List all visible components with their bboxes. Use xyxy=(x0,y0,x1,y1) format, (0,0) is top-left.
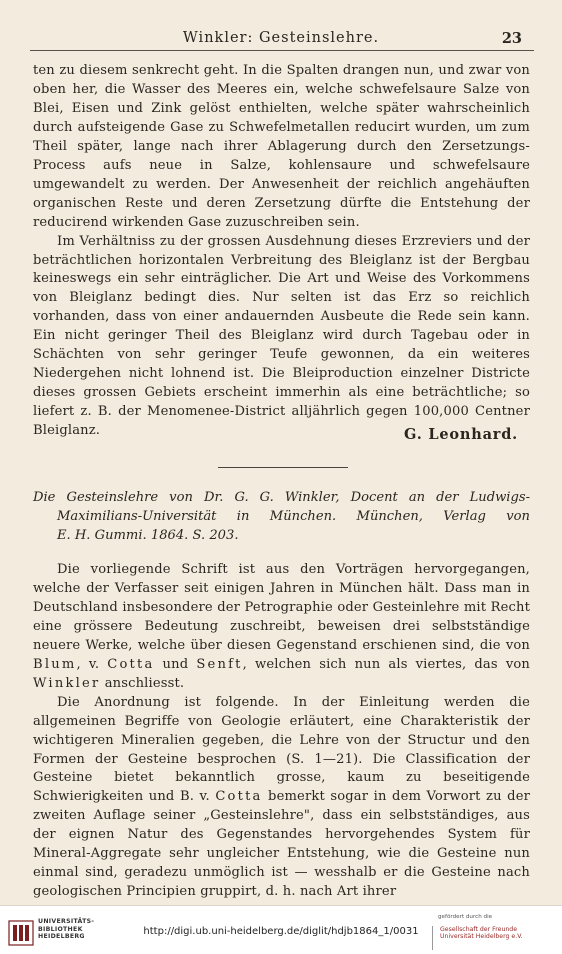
review-heading-line: E. H. Gummi. 1864. S. 203. xyxy=(57,528,239,543)
funder-logo xyxy=(432,912,552,952)
author-name: Blum xyxy=(33,656,77,672)
review-text-winkler xyxy=(33,561,530,902)
funder-name-line: Gesellschaft der Freunde xyxy=(440,926,518,933)
review-heading-line: Maximilians-Universität in München. München, Verlag von xyxy=(57,509,530,524)
text-run: bemerkt sogar in dem Vorwort zu der zweiten Auflage seiner „Gesteinslehre", dass ein selbstständiges, aus der eignen Natur des Gegenstandes hervorgehendes System für Mineral-Aggregate sehr ungleicher Entstehung, wie die Gesteine nun einmal sind, geradezu unmöglich ist — wesshalb er die Gesteine nach geologischen Principien gruppirt, d. h. nach Art ihrer xyxy=(33,789,531,900)
text-run: anschliesst. xyxy=(100,675,185,691)
text-run: , welchen sich nun als viertes, das von xyxy=(242,656,530,672)
header-rule xyxy=(30,50,534,51)
paragraph: ten zu diesem senkrecht geht. In die Spalten drangen nun, und zwar von oben her, die Wasser des Meeres ein, welche schwefelsaure Salze von Blei, Eisen und Zink gelöst enthielten, welche später wahrscheinlich durch aufsteigende Gase zu Schwefelmetallen reducirt wurden, um zum Theil später, lange nach ihrer Ablagerung durch den Zersetzungs-Process aufs neue in Salze, kohlensaure und schwefelsaure umgewandelt zu werden. Der Anwesenheit der reichlich angehäuften organischen Reste und deren Zersetzung dürfte die Entstehung der reducirend wirkenden Gase zuzuschreiben sein. xyxy=(33,63,530,230)
page-number: 23 xyxy=(501,30,522,47)
text-run: und xyxy=(154,656,197,672)
text-run: Die Anordnung ist folgende. In der Einleitung werden die allgemeinen Begriffe von Geologie erläutert, eine Charakteristik der wichtigeren Mineralien gegeben, die Lehre von der Structur und den Formen der Gesteine besprochen (S. 1—21). Die Classification der Gesteine bietet bekanntlich grosse, kaum zu beseitigende Schwierigkeiten und B. v. xyxy=(33,694,530,805)
text-run: Die vorliegende Schrift ist aus den Vorträgen hervorgegangen, welche der Verfasser seit einigen Jahren in München hält. Dass man in Deutschland insbesondere der Petrographie oder Gesteinlehre mit Recht eine grössere Bedeutung zuschreibt, beweisen drei selbstständige neuere Werke, welche über diesen Gegenstand erschienen sind, die von xyxy=(33,562,530,653)
funder-name xyxy=(440,926,523,941)
paragraph: Im Verhältniss zu der grossen Ausdehnung dieses Erzreviers und der beträchtlichen horizontalen Verbreitung des Bleiglanz ist der Bergbau keineswegs ein sehr einträglicher. Die Art und Weise des Vorkommens von Bleiglanz bedingt dies. Nur selten ist das Erz so reichlich vorhanden, dass von einer andauernden Ausbeute die Rede sein kann. Ein nicht geringer Theil des Bleiglanz wird durch Tagebau oder in Schächten von sehr geringer Teufe gewonnen, da ein weiteres Niedergehen nicht lohnend ist. Die Bleiproduction einzelner Districte dieses grossen Gebiets erscheint immerhin als eine beträchtliche; so liefert z. B. der Menomenee-District alljährlich gegen 100,000 Centner Bleiglanz. xyxy=(33,233,530,439)
paragraph xyxy=(33,694,530,902)
library-name-line: HEIDELBERG xyxy=(38,933,85,941)
page-header xyxy=(0,30,562,52)
running-title: Winkler: Gesteinslehre. xyxy=(182,30,380,46)
author-signature: G. Leonhard. xyxy=(404,426,518,443)
section-divider xyxy=(218,467,348,468)
library-name-line: BIBLIOTHEK xyxy=(38,925,83,933)
review-text-leonhard xyxy=(33,62,530,441)
review-heading-line: Die Gesteinslehre von Dr. G. G. Winkler, Docent an der Ludwigs- xyxy=(33,490,530,505)
permalink[interactable]: http://digi.ub.uni-heidelberg.de/diglit/hdjb1864_1/0031 xyxy=(143,926,419,937)
funder-label: gefördert durch die xyxy=(438,914,493,920)
author-name: Cotta xyxy=(215,789,263,805)
author-name: Senft xyxy=(196,656,243,672)
digitization-footer xyxy=(0,905,562,954)
paragraph xyxy=(33,561,530,694)
text-run: , v. xyxy=(76,656,108,672)
author-name: Winkler xyxy=(33,675,101,691)
library-name-line: UNIVERSITÄTS- xyxy=(38,918,95,925)
funder-name-line: Universität Heidelberg e.V. xyxy=(440,933,523,941)
funder-separator xyxy=(432,926,433,950)
author-name: Cotta xyxy=(107,656,155,672)
review-heading xyxy=(33,488,530,545)
